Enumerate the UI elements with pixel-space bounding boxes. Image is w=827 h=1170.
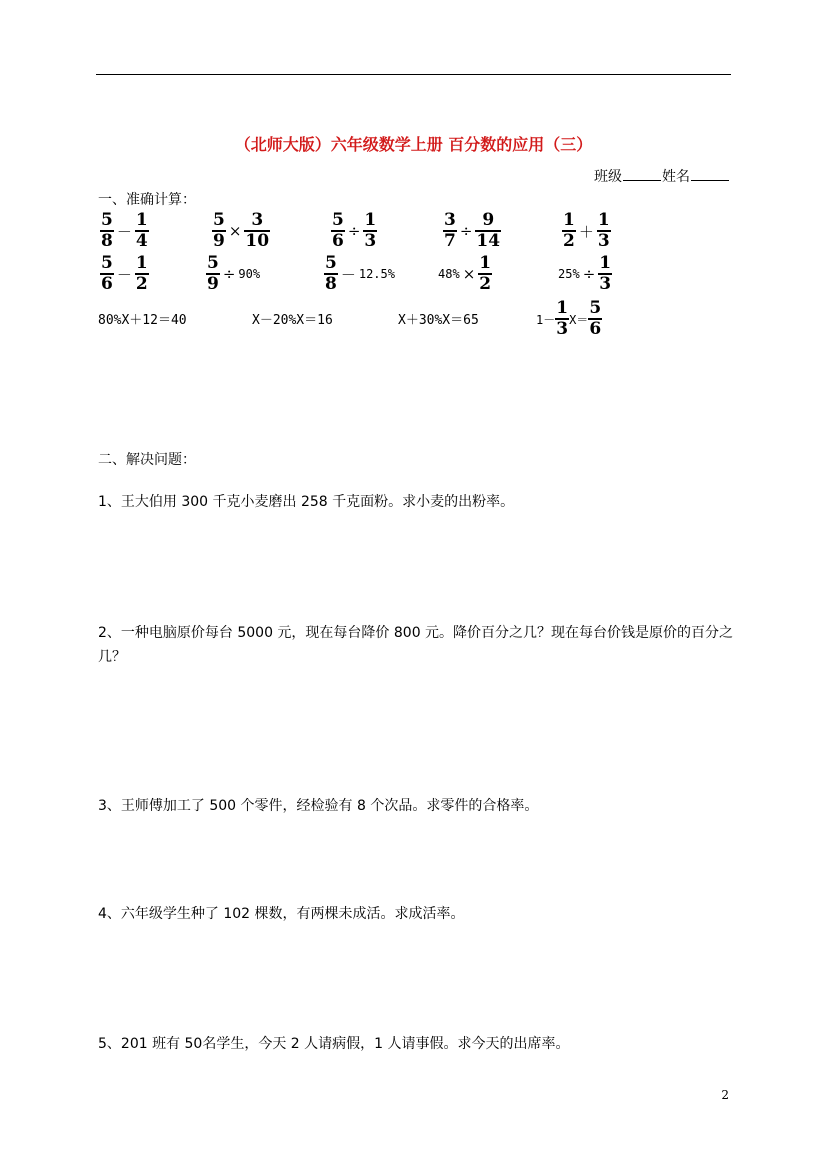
fraction: $\frac{1}{4}$ [135,210,148,251]
equation: X＋30%X＝65 [398,313,479,328]
fraction: $\frac{5}{6}$ [332,210,344,251]
equation: 80%X＋12＝40 [98,313,187,328]
word-problem: 2、一种电脑原价每台 5000 元，现在每台降价 800 元。降价百分之几？现在每台价钱是原价的百分之几？ [98,625,734,665]
operator: － [340,265,356,284]
fraction: $\frac{1}{3}$ [597,210,610,251]
percent-value: 48% [438,267,460,281]
header-rule [96,74,731,75]
equation-mid: X＝ [569,312,589,327]
class-blank[interactable] [623,168,661,181]
class-name-line [594,166,730,186]
calc-item [324,255,395,293]
section-heading-problems: 二、解决问题： [98,452,196,468]
fraction: $\frac{5}{9}$ [207,253,219,294]
fraction: $\frac{3}{10}$ [245,210,270,251]
fraction: $\frac{1}{3}$ [364,210,377,251]
equation [536,300,602,338]
calc-item [558,255,612,293]
operator: × [462,265,476,283]
fraction: $\frac{5}{6}$ [589,298,602,339]
word-problem: 5、201 班有 50名学生，今天 2 人请病假，1 人请事假。求今天的出席率。 [98,1036,570,1052]
fraction: $\frac{1}{3}$ [599,253,612,294]
calc-item [331,212,377,250]
fraction: $\frac{1}{3}$ [556,298,569,339]
word-problem: 1、王大伯用 300 千克小麦磨出 258 千克面粉。求小麦的出粉率。 [98,494,515,510]
operator: × [228,222,242,240]
operator: － [116,265,132,284]
percent-value: 90% [238,267,261,281]
section-heading-calc: 一、准确计算： [98,192,196,208]
fraction: $\frac{9}{14}$ [476,210,501,251]
fraction: $\frac{1}{2}$ [563,210,575,251]
percent-value: 25% [558,267,580,281]
fraction: $\frac{3}{7}$ [444,210,456,251]
name-label: 姓名 [662,169,690,185]
class-label: 班级 [594,169,622,185]
calc-item [206,255,260,293]
fraction: $\frac{5}{8}$ [101,210,113,251]
operator: ＋ [578,222,594,241]
calc-item [100,212,149,250]
calc-item [438,255,492,293]
fraction: $\frac{5}{6}$ [101,253,113,294]
operator: ÷ [582,265,596,283]
word-problem: 4、六年级学生种了 102 棵数，有两棵未成活。求成活率。 [98,906,465,922]
operator: ÷ [459,222,473,240]
calc-item [443,212,501,250]
operator: － [116,222,132,241]
page-title: （北师大版）六年级数学上册 百分数的应用（三） [234,135,593,154]
word-problem: 3、王师傅加工了 500 个零件，经检验有 8 个次品。求零件的合格率。 [98,798,539,814]
calc-item [100,255,149,293]
calc-item [212,212,270,250]
fraction: $\frac{5}{8}$ [325,253,337,294]
percent-value: 12.5% [358,267,395,281]
name-blank[interactable] [691,168,729,181]
page-number: 2 [721,1088,729,1102]
fraction: $\frac{1}{2}$ [479,253,492,294]
operator: ÷ [222,265,236,283]
fraction: $\frac{1}{2}$ [135,253,148,294]
equation-head: 1－ [536,312,556,327]
operator: ÷ [347,222,361,240]
calc-item [562,212,611,250]
fraction: $\frac{5}{9}$ [213,210,225,251]
equation: X－20%X＝16 [252,313,333,328]
